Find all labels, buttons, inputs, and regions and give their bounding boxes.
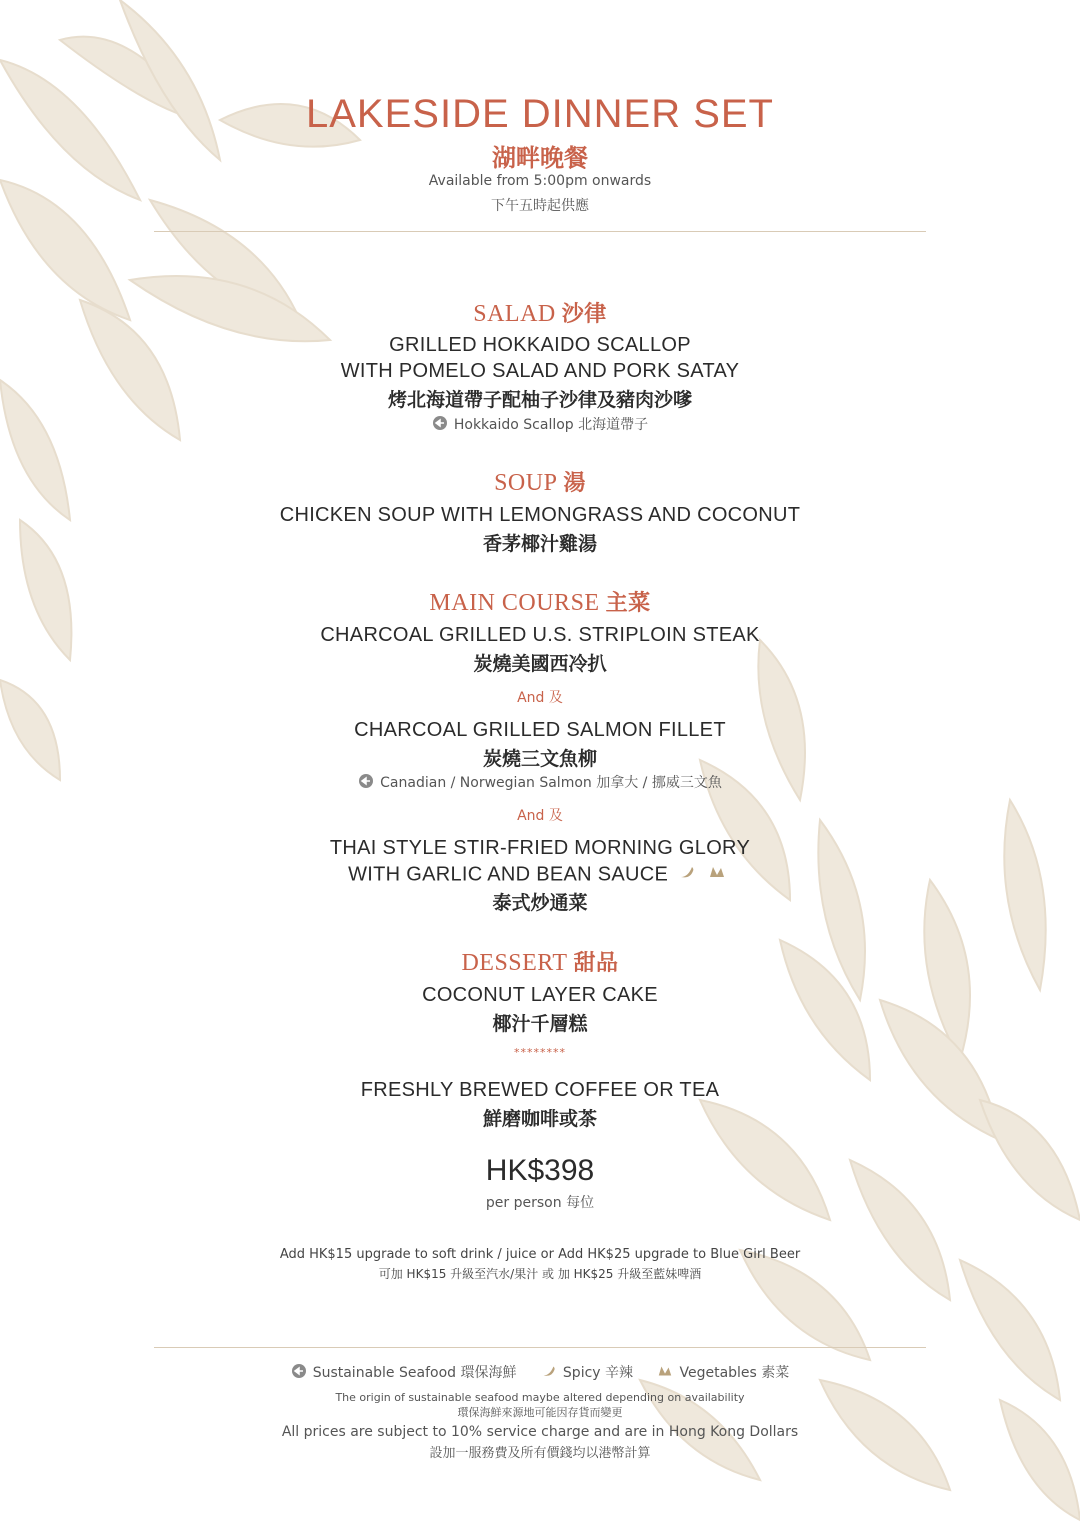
and-separator-2: And 及 [517, 808, 563, 824]
per-person-label: per person 每位 [485, 1195, 595, 1211]
service-charge-note-zh: 設加一服務費及所有價錢均以港幣計算 [429, 1446, 651, 1461]
soup-heading-label-zh: 湯 [563, 470, 586, 496]
dessert-divider: ******** [514, 1046, 566, 1059]
morning-glory-line2-text: WITH GARLIC AND BEAN SAUCE [348, 863, 669, 886]
drink-dish-zh: 鮮磨咖啡或茶 [482, 1108, 597, 1130]
legend-vegetables-label: Vegetables 素菜 [679, 1365, 790, 1381]
dessert-heading-label-zh: 甜品 [573, 950, 619, 976]
dessert-heading-label: DESSERT [461, 950, 568, 976]
section-heading-main-course [0, 586, 1080, 617]
main-heading-label: MAIN COURSE [429, 590, 600, 616]
legend-seafood-label: Sustainable Seafood 環保海鮮 [312, 1365, 517, 1381]
availability-text-zh: 下午五時起供應 [491, 198, 589, 214]
header-divider [154, 231, 926, 232]
spicy-icon [541, 1363, 557, 1383]
menu-title: LAKESIDE DINNER SET [305, 92, 774, 136]
origin-note: The origin of sustainable seafood maybe altered depending on availability [335, 1391, 745, 1404]
salad-dish-zh: 烤北海道帶子配柚子沙律及豬肉沙嗲 [387, 389, 692, 411]
vegetables-icon [657, 1363, 673, 1383]
origin-note-zh: 環保海鮮來源地可能因存貨而變更 [457, 1406, 623, 1419]
main-dish-salmon: CHARCOAL GRILLED SALMON FILLET [354, 719, 726, 741]
main-heading-label-zh: 主菜 [605, 590, 651, 616]
section-heading-soup [0, 466, 1080, 497]
section-heading-dessert [0, 946, 1080, 977]
sustainable-seafood-icon [432, 415, 448, 435]
spicy-icon [678, 863, 696, 887]
footer-divider [154, 1347, 926, 1348]
salad-heading-label: SALAD [473, 301, 556, 327]
main-dish-morning-glory-line2 [0, 863, 1080, 887]
main-dish-morning-glory-line1: THAI STYLE STIR-FRIED MORNING GLORY [329, 837, 751, 859]
salad-dish-line1: GRILLED HOKKAIDO SCALLOP [389, 334, 691, 356]
main-dish-salmon-zh: 炭燒三文魚柳 [482, 748, 597, 770]
legend-spicy-label: Spicy 辛辣 [562, 1365, 634, 1381]
salad-heading-label-zh: 沙律 [561, 301, 607, 327]
soup-dish: CHICKEN SOUP WITH LEMONGRASS AND COCONUT [279, 504, 801, 526]
and-separator-1: And 及 [517, 690, 563, 706]
sustainable-seafood-icon [358, 773, 374, 793]
dessert-dish-zh: 椰汁千層糕 [492, 1013, 588, 1035]
set-price: HK$398 [485, 1154, 595, 1187]
sustainable-seafood-icon [291, 1363, 307, 1383]
drink-dish: FRESHLY BREWED COFFEE OR TEA [360, 1079, 720, 1101]
dessert-dish: COCONUT LAYER CAKE [422, 984, 658, 1006]
soup-dish-zh: 香茅椰汁雞湯 [482, 533, 597, 555]
section-heading-salad [0, 297, 1080, 328]
service-charge-note: All prices are subject to 10% service charge and are in Hong Kong Dollars [281, 1424, 799, 1440]
upgrade-note-zh: 可加 HK$15 升級至汽水/果汁 或 加 HK$25 升級至藍妹啤酒 [378, 1267, 702, 1281]
availability-text: Available from 5:00pm onwards [428, 173, 652, 189]
main-dish-steak-zh: 炭燒美國西冷扒 [473, 653, 607, 675]
main-dish-morning-glory-zh: 泰式炒通菜 [492, 892, 588, 914]
main-dish-steak: CHARCOAL GRILLED U.S. STRIPLOIN STEAK [320, 624, 760, 646]
upgrade-note: Add HK$15 upgrade to soft drink / juice or Add HK$25 upgrade to Blue Girl Beer [279, 1247, 801, 1262]
salad-dish-line2: WITH POMELO SALAD AND PORK SATAY [340, 360, 740, 382]
soup-heading-label: SOUP [494, 470, 558, 496]
salmon-seafood-note [0, 772, 1080, 793]
salad-note-text: Hokkaido Scallop 北海道帶子 [453, 417, 649, 433]
menu-title-zh: 湖畔晚餐 [492, 143, 588, 172]
salad-seafood-note [0, 414, 1080, 435]
vegetables-icon [708, 863, 726, 887]
icon-legend [0, 1362, 1080, 1383]
salmon-note-text: Canadian / Norwegian Salmon 加拿大 / 挪威三文魚 [380, 775, 722, 791]
